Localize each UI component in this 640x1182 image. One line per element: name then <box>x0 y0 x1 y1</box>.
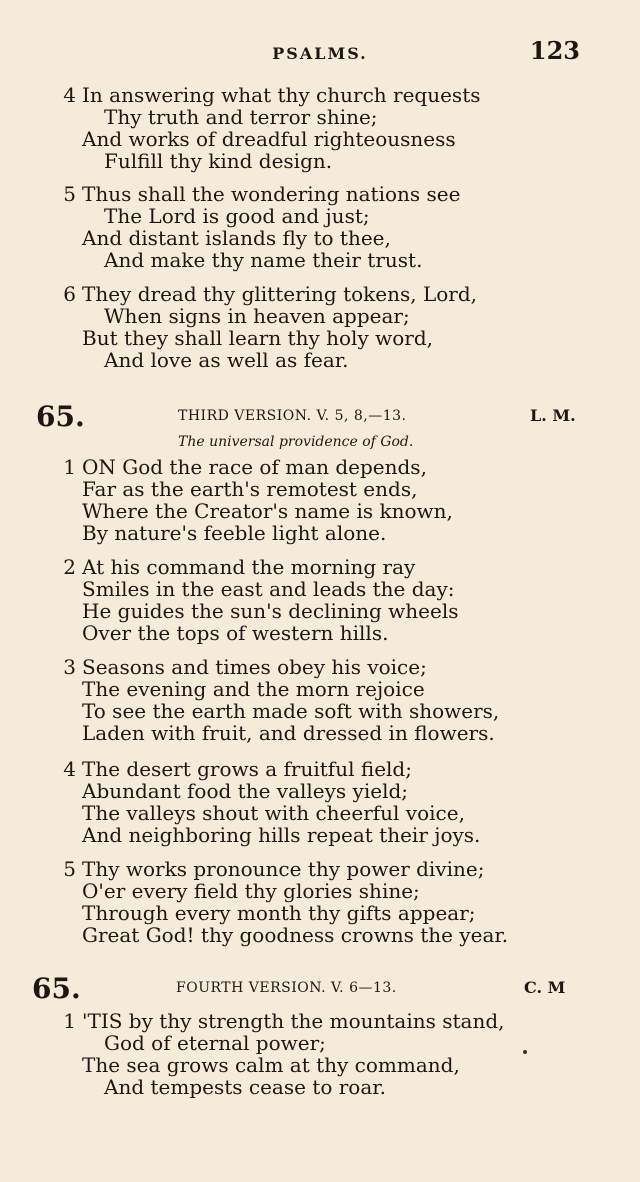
meter-label: L. M. <box>530 406 576 425</box>
verse-number: 3 <box>63 655 76 679</box>
verse-third-2 <box>0 556 640 644</box>
verse-line: Laden with fruit, and dressed in flowers. <box>82 721 495 745</box>
verse-line: Far as the earth's remotest ends, <box>82 477 418 501</box>
verse-line: When signs in heaven appear; <box>104 304 410 328</box>
verse-line: In answering what thy church requests <box>82 83 481 107</box>
verse-line: And distant islands fly to thee, <box>82 226 391 250</box>
verse-line: And make thy name their trust. <box>104 248 423 272</box>
verse-line: Abundant food the valleys yield; <box>82 779 409 803</box>
verse-line: 'TIS by thy strength the mountains stand, <box>82 1009 505 1033</box>
verse-line: The sea grows calm at thy command, <box>82 1053 460 1077</box>
verse-third-1 <box>0 456 640 544</box>
verse-line: Thus shall the wondering nations see <box>82 182 461 206</box>
running-title: PSALMS. <box>272 44 368 63</box>
verse-fourth-1 <box>0 1010 640 1098</box>
psalm-heading-third <box>0 400 640 433</box>
verse-line: Seasons and times obey his voice; <box>82 655 427 679</box>
verse-line: And neighboring hills repeat their joys. <box>82 823 481 847</box>
verse-line: But they shall learn thy holy word, <box>82 326 433 350</box>
verse-top-4 <box>0 84 640 172</box>
verse-number: 5 <box>63 182 76 206</box>
verse-line: The Lord is good and just; <box>104 204 370 228</box>
verse-line: The desert grows a fruitful field; <box>82 757 412 781</box>
psalm-heading-fourth <box>0 972 640 1005</box>
verse-line: The valleys shout with cheerful voice, <box>82 801 465 825</box>
verse-number: 5 <box>63 857 76 881</box>
verse-number: 1 <box>63 455 76 479</box>
verse-line: He guides the sun's declining wheels <box>82 599 459 623</box>
verse-line: And tempests cease to roar. <box>104 1075 386 1099</box>
verse-line: God of eternal power; <box>104 1031 326 1055</box>
verse-line: They dread thy glittering tokens, Lord, <box>82 282 478 306</box>
verse-line: Fulfill thy kind design. <box>104 149 333 173</box>
verse-line: ON God the race of man depends, <box>82 455 427 479</box>
verse-line: Thy truth and terror shine; <box>104 105 378 129</box>
verse-number: 6 <box>63 282 76 306</box>
verse-line: At his command the morning ray <box>82 555 416 579</box>
verse-line: To see the earth made soft with showers, <box>82 699 500 723</box>
psalm-subtitle: The universal providence of God. <box>178 434 414 450</box>
verse-line: By nature's feeble light alone. <box>82 521 387 545</box>
verse-line: Great God! thy goodness crowns the year. <box>82 923 509 947</box>
verse-top-5 <box>0 183 640 271</box>
page-number: 123 <box>529 36 580 65</box>
verse-line: Where the Creator's name is known, <box>82 499 453 523</box>
version-label: THIRD VERSION. V. 5, 8,—13. <box>178 408 407 424</box>
verse-line: Over the tops of western hills. <box>82 621 389 645</box>
verse-line: Thy works pronounce thy power divine; <box>82 857 485 881</box>
psalm-number: 65. <box>32 972 81 1005</box>
verse-number: 2 <box>63 555 76 579</box>
verse-line: Smiles in the east and leads the day: <box>82 577 455 601</box>
verse-third-3 <box>0 656 640 744</box>
verse-third-5 <box>0 858 640 946</box>
verse-line: O'er every field thy glories shine; <box>82 879 420 903</box>
version-label: FOURTH VERSION. V. 6—13. <box>176 980 397 996</box>
verse-line: And love as well as fear. <box>104 348 349 372</box>
verse-third-4 <box>0 758 640 846</box>
verse-number: 1 <box>63 1009 76 1033</box>
verse-line: Through every month thy gifts appear; <box>82 901 476 925</box>
verse-line: The evening and the morn rejoice <box>82 677 425 701</box>
page-header <box>0 36 640 68</box>
verse-number: 4 <box>63 83 76 107</box>
meter-label: C. M <box>524 978 566 997</box>
verse-line: And works of dreadful righteousness <box>82 127 456 151</box>
verse-top-6 <box>0 283 640 371</box>
psalm-number: 65. <box>36 400 85 433</box>
verse-number: 4 <box>63 757 76 781</box>
ink-speck <box>523 1050 527 1054</box>
